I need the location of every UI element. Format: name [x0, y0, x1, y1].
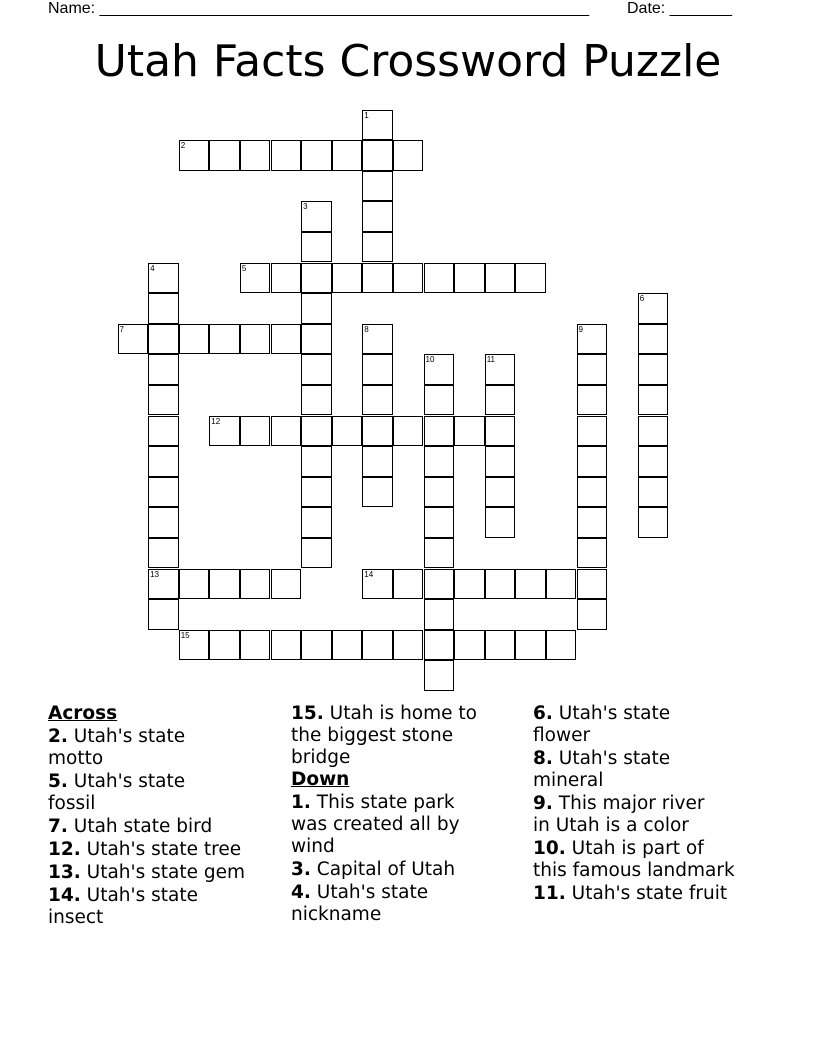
grid-cell[interactable]	[393, 140, 424, 171]
grid-cell[interactable]	[179, 569, 210, 600]
grid-cell[interactable]	[209, 630, 240, 661]
date-field[interactable]: Date: _______	[627, 0, 732, 17]
grid-cell[interactable]	[362, 232, 393, 263]
grid-cell[interactable]	[301, 293, 332, 324]
clue-number: 7	[119, 324, 124, 334]
clue-number: 9	[578, 324, 583, 334]
grid-cell[interactable]	[271, 416, 302, 447]
grid-cell[interactable]	[638, 354, 669, 385]
clue-across-7: 7. Utah state bird	[48, 816, 213, 837]
clue-number: 10	[425, 355, 435, 365]
grid-cell[interactable]	[301, 201, 332, 232]
grid-cell[interactable]	[424, 569, 455, 600]
grid-cell[interactable]	[301, 140, 332, 171]
grid-cell[interactable]	[179, 140, 210, 171]
clue-down-6: 6. Utah's state flower	[533, 703, 671, 746]
clue-across-12: 12. Utah's state tree	[48, 839, 242, 860]
grid-cell[interactable]	[240, 569, 271, 600]
grid-cell[interactable]	[454, 416, 485, 447]
grid-cell[interactable]	[362, 110, 393, 141]
grid-cell[interactable]	[240, 263, 271, 294]
grid-cell[interactable]	[148, 324, 179, 355]
grid-cell[interactable]	[362, 201, 393, 232]
grid-cell[interactable]	[209, 140, 240, 171]
grid-cell[interactable]	[240, 416, 271, 447]
grid-cell[interactable]	[179, 324, 210, 355]
grid-cell[interactable]	[485, 569, 516, 600]
grid-cell[interactable]	[271, 140, 302, 171]
clue-number: 15	[180, 630, 190, 640]
grid-cell[interactable]	[638, 446, 669, 477]
grid-cell[interactable]	[424, 599, 455, 630]
clue-number: 2	[180, 141, 186, 151]
grid-cell[interactable]	[148, 569, 179, 600]
grid-cell[interactable]	[485, 630, 516, 661]
clues-column-1	[48, 703, 245, 929]
name-field[interactable]: Name: _______________________________________________________	[48, 0, 589, 17]
grid-cell[interactable]	[240, 140, 271, 171]
clue-across-2: 2. Utah's state motto	[48, 726, 186, 769]
grid-cell[interactable]	[638, 416, 669, 447]
clue-down-10: 10. Utah is part of this famous landmark	[533, 838, 735, 881]
grid-cell[interactable]	[393, 630, 424, 661]
grid-cell[interactable]	[638, 507, 669, 538]
across-heading: Across	[48, 703, 118, 724]
grid-cell[interactable]	[577, 507, 608, 538]
grid-cell[interactable]	[240, 324, 271, 355]
grid-cell[interactable]	[424, 416, 455, 447]
grid-cell[interactable]	[485, 477, 516, 508]
grid-cell[interactable]	[454, 263, 485, 294]
grid-cell[interactable]	[515, 569, 546, 600]
grid-cell[interactable]	[240, 630, 271, 661]
grid-cell[interactable]	[332, 263, 363, 294]
clue-across-5: 5. Utah's state fossil	[48, 771, 186, 814]
grid-cell[interactable]	[301, 263, 332, 294]
grid-cell[interactable]	[362, 263, 393, 294]
grid-cell[interactable]	[577, 569, 608, 600]
grid-cell[interactable]	[301, 324, 332, 355]
clue-down-9: 9. This major river in Utah is a color	[533, 793, 705, 836]
grid-cell[interactable]	[271, 324, 302, 355]
grid-cell[interactable]	[209, 569, 240, 600]
grid-cell[interactable]	[362, 385, 393, 416]
grid-cell[interactable]	[424, 538, 455, 569]
grid-cell[interactable]	[577, 324, 608, 355]
clue-number: 4	[150, 263, 155, 273]
grid-cell[interactable]	[577, 416, 608, 447]
grid-cell[interactable]	[362, 446, 393, 477]
grid-cell[interactable]	[179, 630, 210, 661]
grid-cell[interactable]	[424, 507, 455, 538]
clue-down-11: 11. Utah's state fruit	[533, 883, 728, 904]
clue-across-13: 13. Utah's state gem	[48, 862, 246, 883]
grid-cell[interactable]	[424, 446, 455, 477]
grid-cell[interactable]	[577, 599, 608, 630]
grid-cell[interactable]	[515, 630, 546, 661]
clue-number: 11	[486, 355, 495, 365]
grid-cell[interactable]	[485, 446, 516, 477]
page-title: Utah Facts Crossword Puzzle	[94, 36, 722, 87]
grid-cell[interactable]	[301, 385, 332, 416]
grid-cell[interactable]	[485, 263, 516, 294]
grid-cell[interactable]	[148, 538, 179, 569]
grid-cell[interactable]	[424, 630, 455, 661]
grid-cell[interactable]	[577, 385, 608, 416]
grid-cell[interactable]	[485, 385, 516, 416]
grid-cell[interactable]	[424, 660, 455, 691]
grid-cell[interactable]	[577, 354, 608, 385]
grid-cell[interactable]	[118, 324, 149, 355]
grid-cell[interactable]	[515, 263, 546, 294]
clue-down-1: 1. This state park was created all by wind	[291, 792, 460, 857]
clue-number: 6	[639, 294, 645, 304]
grid-cell[interactable]	[424, 385, 455, 416]
grid-cell[interactable]	[424, 477, 455, 508]
clue-down-8: 8. Utah's state mineral	[533, 748, 671, 791]
grid-cell[interactable]	[393, 569, 424, 600]
grid-cell[interactable]	[362, 324, 393, 355]
grid-cell[interactable]	[301, 232, 332, 263]
grid-cell[interactable]	[577, 477, 608, 508]
grid-cell[interactable]	[424, 354, 455, 385]
clue-across-15: 15. Utah is home to the biggest stone bridge	[291, 703, 477, 768]
clues-column-2	[291, 703, 477, 926]
grid-cell[interactable]	[301, 507, 332, 538]
grid-cell[interactable]	[362, 569, 393, 600]
grid-cell[interactable]	[362, 140, 393, 171]
grid-cell[interactable]	[332, 140, 363, 171]
grid-cell[interactable]	[577, 446, 608, 477]
grid-cell[interactable]	[638, 385, 669, 416]
clue-number: 5	[241, 263, 247, 273]
grid-cell[interactable]	[271, 263, 302, 294]
grid-cell[interactable]	[638, 477, 669, 508]
grid-cell[interactable]	[271, 569, 302, 600]
clue-number: 13	[150, 569, 159, 579]
grid-cell[interactable]	[301, 416, 332, 447]
grid-cell[interactable]	[301, 630, 332, 661]
grid-cell[interactable]	[362, 171, 393, 202]
grid-cell[interactable]	[546, 569, 577, 600]
grid-cell[interactable]	[393, 263, 424, 294]
grid-cell[interactable]	[148, 263, 179, 294]
grid-cell[interactable]	[362, 354, 393, 385]
grid-cell[interactable]	[301, 354, 332, 385]
grid-cell[interactable]	[148, 385, 179, 416]
clue-number: 3	[303, 202, 308, 212]
grid-cell[interactable]	[332, 416, 363, 447]
grid-cell[interactable]	[148, 599, 179, 630]
grid-cell[interactable]	[148, 354, 179, 385]
grid-cell[interactable]	[577, 538, 608, 569]
grid-cell[interactable]	[301, 538, 332, 569]
clue-number: 14	[364, 569, 374, 579]
down-heading: Down	[291, 769, 350, 790]
grid-cell[interactable]	[454, 569, 485, 600]
clues-column-3	[533, 703, 735, 905]
clue-across-14: 14. Utah's state insect	[48, 885, 198, 928]
grid-cell[interactable]	[546, 630, 577, 661]
clue-down-4: 4. Utah's state nickname	[291, 882, 429, 925]
grid-cell[interactable]	[209, 416, 240, 447]
grid-cell[interactable]	[362, 416, 393, 447]
grid-cell[interactable]	[362, 477, 393, 508]
grid-cell[interactable]	[148, 416, 179, 447]
grid-cell[interactable]	[148, 446, 179, 477]
grid-cell[interactable]	[332, 630, 363, 661]
grid-cell[interactable]	[301, 477, 332, 508]
grid-cell[interactable]	[271, 630, 302, 661]
grid-cell[interactable]	[393, 416, 424, 447]
grid-cell[interactable]	[148, 477, 179, 508]
grid-cell[interactable]	[362, 630, 393, 661]
grid-cell[interactable]	[638, 293, 669, 324]
grid-cell[interactable]	[209, 324, 240, 355]
grid-cell[interactable]	[485, 507, 516, 538]
grid-cell[interactable]	[638, 324, 669, 355]
grid-cell[interactable]	[301, 446, 332, 477]
grid-cell[interactable]	[148, 293, 179, 324]
grid-cell[interactable]	[485, 354, 516, 385]
grid-cell[interactable]	[454, 630, 485, 661]
grid-cell[interactable]	[424, 263, 455, 294]
clue-down-3: 3. Capital of Utah	[291, 859, 456, 880]
clue-number: 8	[364, 324, 369, 334]
grid-cell[interactable]	[148, 507, 179, 538]
grid-cell[interactable]	[485, 416, 516, 447]
clue-number: 12	[211, 416, 221, 426]
clue-number: 1	[364, 110, 369, 120]
